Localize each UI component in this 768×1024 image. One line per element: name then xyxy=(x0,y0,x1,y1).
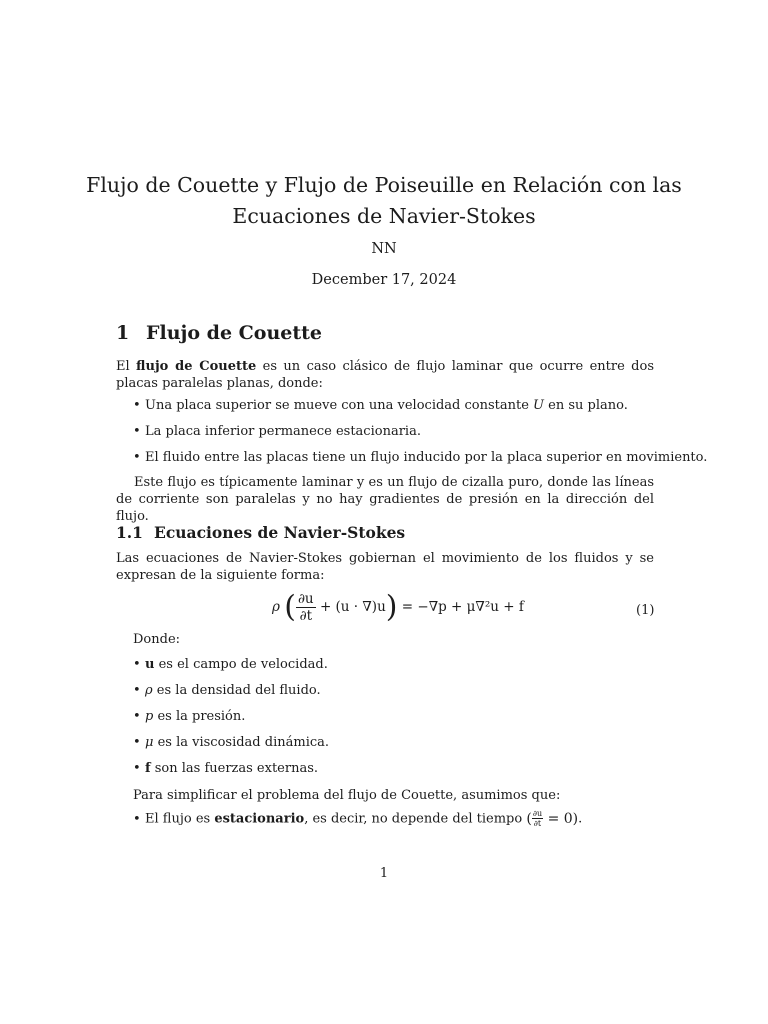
eq-frac-denominator: ∂t xyxy=(299,608,312,624)
bullet-dot: • xyxy=(133,811,141,827)
inline-frac-numerator: ∂u xyxy=(532,809,543,818)
title-line-2: Ecuaciones de Navier-Stokes xyxy=(232,204,536,228)
intro-text-post: es un caso clásico de flujo laminar que ocurre entre dos placas paralelas planas, donde: xyxy=(116,359,655,391)
bullet-item: • El flujo es estacionario, es decir, no depende del tiempo ( $\frac{\partial u}{\partial t}$ = 0). xyxy=(133,809,583,828)
bullet-item xyxy=(133,450,707,465)
paragraph-assumptions: Para simplificar el problema del flujo de Couette, asumimos que: xyxy=(133,788,561,803)
bullet-text: es el campo de velocidad. xyxy=(154,657,328,672)
bullet-item xyxy=(133,398,628,413)
bullet-dot: • xyxy=(133,398,141,413)
bullet-text: es la presión. xyxy=(153,709,246,724)
inline-math: ( $\frac{\partial u}{\partial t}$ = 0) xyxy=(526,809,579,828)
bullet-dot: • xyxy=(133,450,141,465)
bullet-symbol: f xyxy=(145,761,151,776)
bullet-text: La placa inferior permanece estacionaria. xyxy=(145,424,421,439)
bullet-item xyxy=(133,709,245,724)
bullet-text: es la viscosidad dinámica. xyxy=(153,735,330,750)
bullet-dot: • xyxy=(133,657,141,672)
subsection-number: 1.1 xyxy=(116,523,143,542)
paragraph-laminar: Este flujo es típicamente laminar y es un flujo de cizalla puro, donde las líneas de corriente son paralelas y no hay gradientes de presión en la dirección del flujo. xyxy=(116,475,654,524)
bullet-item xyxy=(133,424,421,439)
paragraph-navier-stokes: Las ecuaciones de Navier-Stokes gobiernan el movimiento de los fluidos y se expresan de la siguiente forma: xyxy=(116,551,654,583)
bullet-symbol: μ xyxy=(145,735,154,750)
section-title: Flujo de Couette xyxy=(146,322,323,344)
eq-frac-numerator: ∂u xyxy=(297,591,314,607)
inline-frac-denominator: ∂t xyxy=(533,819,542,828)
equation-number: (1) xyxy=(636,603,655,618)
bullet-item xyxy=(133,735,329,750)
paper-title xyxy=(84,170,684,232)
bullet-text-post: , es decir, no depende del tiempo xyxy=(304,811,523,827)
intro-bold-term: flujo de Couette xyxy=(136,359,257,374)
intro-text-pre: El xyxy=(116,359,137,374)
bullet-text: son las fuerzas externas. xyxy=(150,761,319,776)
bullet-variable: U xyxy=(533,398,545,413)
bullet-dot: • xyxy=(133,761,141,776)
bullet-dot: • xyxy=(133,735,141,750)
eq-convective-term: + (u · ∇)u xyxy=(319,599,386,615)
eq-left-paren: ( xyxy=(284,589,296,625)
bullet-text: El flujo es xyxy=(145,811,215,827)
date: December 17, 2024 xyxy=(311,272,457,288)
bullet-item xyxy=(133,683,321,698)
inline-equals-zero: = 0 xyxy=(547,810,573,827)
bullet-symbol: u xyxy=(145,657,155,672)
bullet-dot: • xyxy=(133,424,141,439)
bullet-item xyxy=(133,657,328,672)
subsection-title: Ecuaciones de Navier-Stokes xyxy=(154,523,406,542)
bullet-dot: • xyxy=(133,709,141,724)
bullet-text: El fluido entre las placas tiene un flujo inducido por la placa superior en movimiento. xyxy=(145,450,708,465)
bullet-text: es la densidad del fluido. xyxy=(152,683,321,698)
eq-rho: ρ xyxy=(272,599,280,615)
eq-right-hand-side: = −∇p + μ∇²u + f xyxy=(401,599,524,615)
bullet-text: Una placa superior se mueve con una velocidad constante xyxy=(145,398,534,413)
bullet-text-post: en su plano. xyxy=(544,398,628,413)
bullet-symbol: p xyxy=(145,709,154,724)
donde-label: Donde: xyxy=(133,632,181,647)
subsection-heading xyxy=(116,523,405,542)
bullet-symbol: ρ xyxy=(145,683,153,698)
bullet-dot: • xyxy=(133,683,141,698)
bullet-bold-term: estacionario xyxy=(214,811,305,827)
title-line-1: Flujo de Couette y Flujo de Poiseuille en Relación con las xyxy=(86,173,682,197)
intro-paragraph xyxy=(116,358,654,392)
section-heading xyxy=(116,322,322,344)
section-number: 1 xyxy=(116,322,130,344)
author: NN xyxy=(371,241,397,257)
equation-1 xyxy=(272,591,524,624)
eq-right-paren: ) xyxy=(385,589,398,625)
eq-fraction xyxy=(296,591,316,624)
inline-fraction xyxy=(532,809,543,828)
bullet-item xyxy=(133,761,318,776)
page-number: 1 xyxy=(379,866,389,881)
